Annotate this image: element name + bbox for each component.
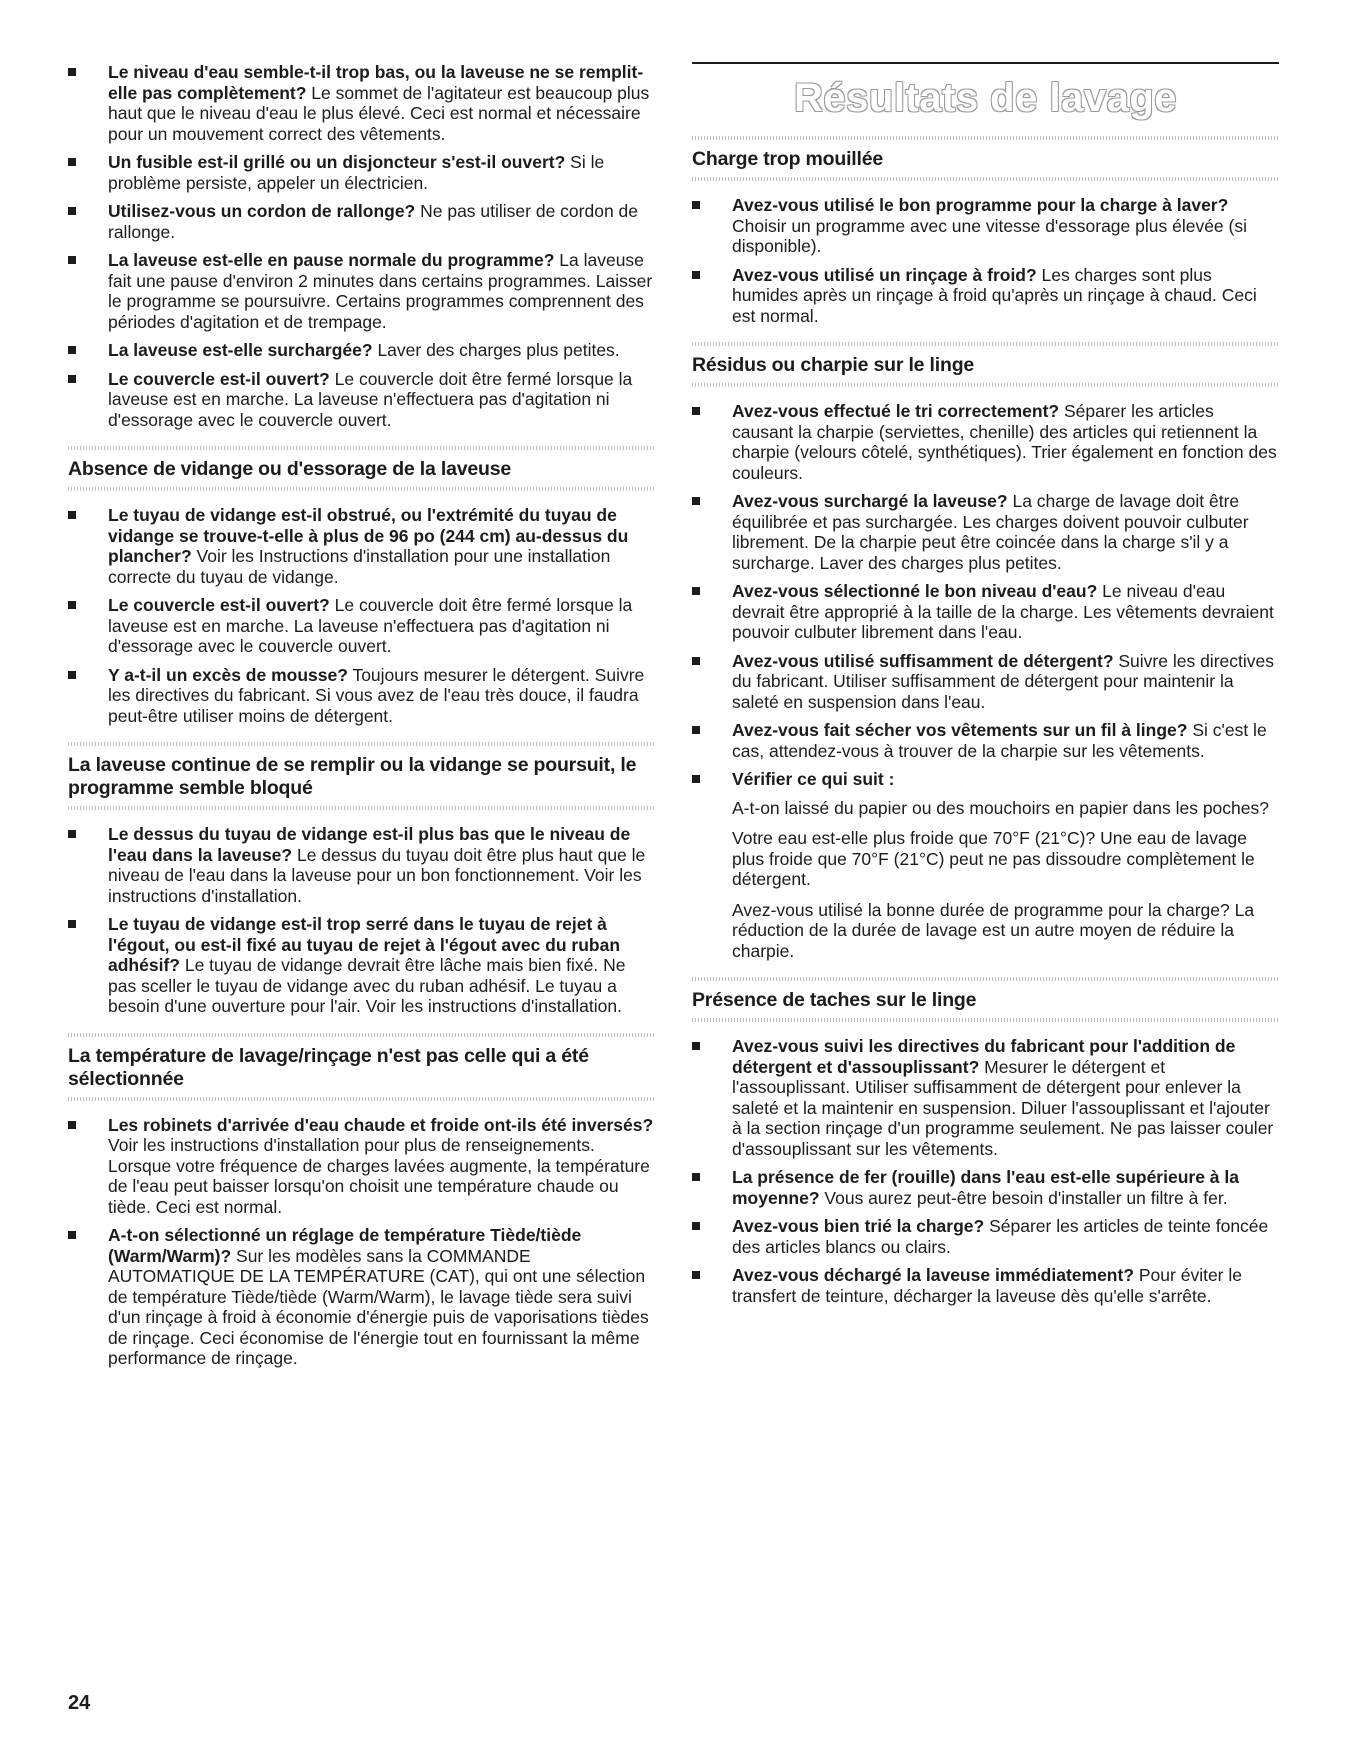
list-item: Avez-vous déchargé la laveuse immédiatement? Pour éviter le transfert de teinture, décharger la laveuse dès qu'elle s'arrête. [692, 1265, 1279, 1306]
list-item: Avez-vous surchargé la laveuse? La charge de lavage doit être équilibrée et pas surchargée. Les charges doivent pouvoir culbuter librement. De la charpie peut être coincée dans la charge s'il y a surcharge. Laver des charges plus petites. [692, 491, 1279, 573]
section-header-cycle-stuck [68, 742, 655, 810]
section-title: Charge trop mouillée [692, 148, 884, 170]
list-item: La présence de fer (rouille) dans l'eau est-elle supérieure à la moyenne? Vous aurez peut-être besoin d'installer un filtre à fer. [692, 1167, 1279, 1208]
section-title: Résidus ou charpie sur le linge [692, 354, 975, 376]
troubleshoot-list-lint [692, 401, 1279, 961]
bullet-icon [692, 726, 700, 734]
check-paragraph: Avez-vous utilisé la bonne durée de programme pour la charge? La réduction de la durée de lavage est un autre moyen de réduire la charpie. [732, 899, 1255, 961]
list-item: Le tuyau de vidange est-il trop serré dans le tuyau de rejet à l'égout, ou est-il fixé au tuyau de rejet à l'égout avec du ruban adhésif? Le tuyau de vidange devrait être lâche mais bien fixé. Ne pas sceller le tuyau de vidange avec du ruban adhésif. Le tuyau a besoin d'une ouverture pour l'air. Voir les instructions d'installation. [68, 914, 655, 1017]
troubleshoot-list-water-level [68, 62, 655, 430]
bullet-icon [68, 256, 76, 264]
section-header-stains [692, 977, 1279, 1022]
list-item: Le dessus du tuyau de vidange est-il plus bas que le niveau de l'eau dans la laveuse? Le dessus du tuyau doit être plus haut que le niveau de l'eau dans la laveuse pour un bon fonctionnement. Voir les instructions d'installation. [68, 824, 655, 906]
list-item: Le couvercle est-il ouvert? Le couvercle doit être fermé lorsque la laveuse est en marche. La laveuse n'effectuera pas d'agitation ni d'essorage avec le couvercle ouvert. [68, 369, 655, 431]
list-item: Le tuyau de vidange est-il obstrué, ou l'extrémité du tuyau de vidange se trouve-t-elle à plus de 96 po (244 cm) au-dessus du plancher? Voir les Instructions d'installation pour une installation correcte du tuyau de vidange. [68, 505, 655, 587]
bullet-icon [692, 775, 700, 783]
list-item: Avez-vous suivi les directives du fabricant pour l'addition de détergent et d'assouplissant? Mesurer le détergent et l'assouplissant. Utiliser suffisamment de détergent pour enlever la saleté et la maintenir en suspension. Diluer l'assouplissant et l'ajouter à la section rinçage d'un programme seulement. Ne pas laisser couler d'assouplissant sur les vêtements. [692, 1036, 1279, 1159]
bullet-icon [68, 671, 76, 679]
list-item: Le niveau d'eau semble-t-il trop bas, ou la laveuse ne se remplit-elle pas complètement? Le sommet de l'agitateur est beaucoup plus haut que le niveau d'eau le plus élevé. Ceci est normal et nécessaire pour un mouvement correct des vêtements. [68, 62, 655, 144]
hatch-divider [68, 1097, 655, 1101]
bullet-icon [692, 407, 700, 415]
bullet-icon [68, 1231, 76, 1239]
bullet-icon [692, 1042, 700, 1050]
list-item: Avez-vous utilisé un rinçage à froid? Les charges sont plus humides après un rinçage à froid qu'après un rinçage à chaud. Ceci est normal. [692, 265, 1279, 327]
bullet-icon [692, 1271, 700, 1279]
section-title: La laveuse continue de se remplir ou la vidange se poursuit, le programme semble bloqué [68, 754, 637, 799]
hatch-divider [692, 1018, 1279, 1022]
section-header-temperature [68, 1033, 655, 1101]
list-item: Avez-vous utilisé le bon programme pour la charge à laver? Choisir un programme avec une vitesse d'essorage plus élevée (si disponible). [692, 195, 1279, 257]
list-item: Avez-vous effectué le tri correctement? Séparer les articles causant la charpie (serviettes, chenille) des articles qui retiennent la charpie (velours côtelé, synthétiques). Trier également en fonction des couleurs. [692, 401, 1279, 483]
list-item: Les robinets d'arrivée d'eau chaude et froide ont-ils été inversés? Voir les instructions d'installation pour plus de renseignements. Lorsque votre fréquence de charges lavées augmente, la température de l'eau peut baisser lorsqu'on choisit une température chaude ou tiède. Ceci est normal. [68, 1115, 655, 1218]
bullet-icon [692, 587, 700, 595]
check-paragraph: Votre eau est-elle plus froide que 70°F (21°C)? Une eau de lavage plus froide que 70°F (21°C) peut ne pas dissoudre complètement le détergent. [732, 828, 1255, 889]
list-item: A-t-on sélectionné un réglage de température Tiède/tiède (Warm/Warm)? Sur les modèles sans la COMMANDE AUTOMATIQUE DE LA TEMPÉRATURE (CAT), qui ont une sélection de température Tiède/tiède (Warm/Warm), le lavage tiède sera suivi d'un rinçage à froid à économie d'énergie puis de vaporisations tièdes de rinçage. Ceci économise de l'énergie tout en fournissant la même performance de rinçage. [68, 1225, 655, 1369]
page-title: Résultats de lavage [794, 76, 1177, 120]
list-item: Y a-t-il un excès de mousse? Toujours mesurer le détergent. Suivre les directives du fabricant. Si vous avez de l'eau très douce, il faudra peut-être utiliser moins de détergent. [68, 665, 655, 727]
troubleshoot-list-cycle-stuck [68, 824, 655, 1017]
bullet-icon [68, 1121, 76, 1129]
top-rule [692, 62, 1279, 64]
page-number: 24 [68, 1692, 91, 1714]
bullet-icon [692, 1222, 700, 1230]
bullet-icon [692, 497, 700, 505]
section-header-too-wet [692, 136, 1279, 181]
section-title: La température de lavage/rinçage n'est pas celle qui a été sélectionnée [68, 1044, 589, 1090]
list-item: Utilisez-vous un cordon de rallonge? Ne pas utiliser de cordon de rallonge. [68, 201, 655, 242]
bullet-icon [68, 68, 76, 76]
bullet-icon [68, 830, 76, 838]
hatch-divider [692, 177, 1279, 181]
hatch-divider [68, 487, 655, 491]
list-item: Le couvercle est-il ouvert? Le couvercle doit être fermé lorsque la laveuse est en marche. La laveuse n'effectuera pas d'agitation ni d'essorage avec le couvercle ouvert. [68, 595, 655, 657]
section-title: Présence de taches sur le linge [692, 989, 977, 1011]
left-column [68, 62, 655, 1377]
section-header-lint [692, 342, 1279, 387]
list-item: Avez-vous bien trié la charge? Séparer les articles de teinte foncée des articles blancs ou clairs. [692, 1216, 1279, 1257]
bullet-icon [692, 1173, 700, 1181]
bullet-icon [68, 346, 76, 354]
list-item: Un fusible est-il grillé ou un disjoncteur s'est-il ouvert? Si le problème persiste, appeler un électricien. [68, 152, 655, 193]
bullet-icon [692, 271, 700, 279]
bullet-icon [692, 201, 700, 209]
bullet-icon [692, 657, 700, 665]
section-title: Absence de vidange ou d'essorage de la laveuse [68, 458, 512, 480]
bullet-icon [68, 511, 76, 519]
troubleshoot-list-too-wet [692, 195, 1279, 326]
list-item: Avez-vous fait sécher vos vêtements sur un fil à linge? Si c'est le cas, attendez-vous à trouver de la charpie sur les vêtements. [692, 720, 1279, 761]
list-item: La laveuse est-elle surchargée? Laver des charges plus petites. [68, 340, 655, 361]
right-column [692, 62, 1279, 1314]
check-paragraph: A-t-on laissé du papier ou des mouchoirs en papier dans les poches? [732, 797, 1269, 818]
bullet-icon [68, 920, 76, 928]
bullet-icon [68, 375, 76, 383]
bullet-icon [68, 158, 76, 166]
bullet-icon [68, 207, 76, 215]
bullet-icon [68, 601, 76, 609]
list-item: La laveuse est-elle en pause normale du programme? La laveuse fait une pause d'environ 2 minutes dans certains programmes. Laisser le programme se poursuivre. Certains programmes comprennent des périodes d'agitation et de trempage. [68, 250, 655, 332]
troubleshoot-list-temperature [68, 1115, 655, 1369]
troubleshoot-list-stains [692, 1036, 1279, 1306]
hatch-divider [68, 806, 655, 810]
list-item: Avez-vous utilisé suffisamment de détergent? Suivre les directives du fabricant. Utiliser suffisamment de détergent pour maintenir la saleté en suspension dans l'eau. [692, 651, 1279, 713]
section-header-no-drain [68, 446, 655, 491]
hatch-divider [692, 383, 1279, 387]
list-item: Avez-vous sélectionné le bon niveau d'eau? Le niveau d'eau devrait être approprié à la taille de la charge. Les vêtements devraient pouvoir culbuter librement dans l'eau. [692, 581, 1279, 643]
troubleshoot-list-no-drain [68, 505, 655, 726]
list-item: Vérifier ce qui suit : [692, 769, 1279, 790]
